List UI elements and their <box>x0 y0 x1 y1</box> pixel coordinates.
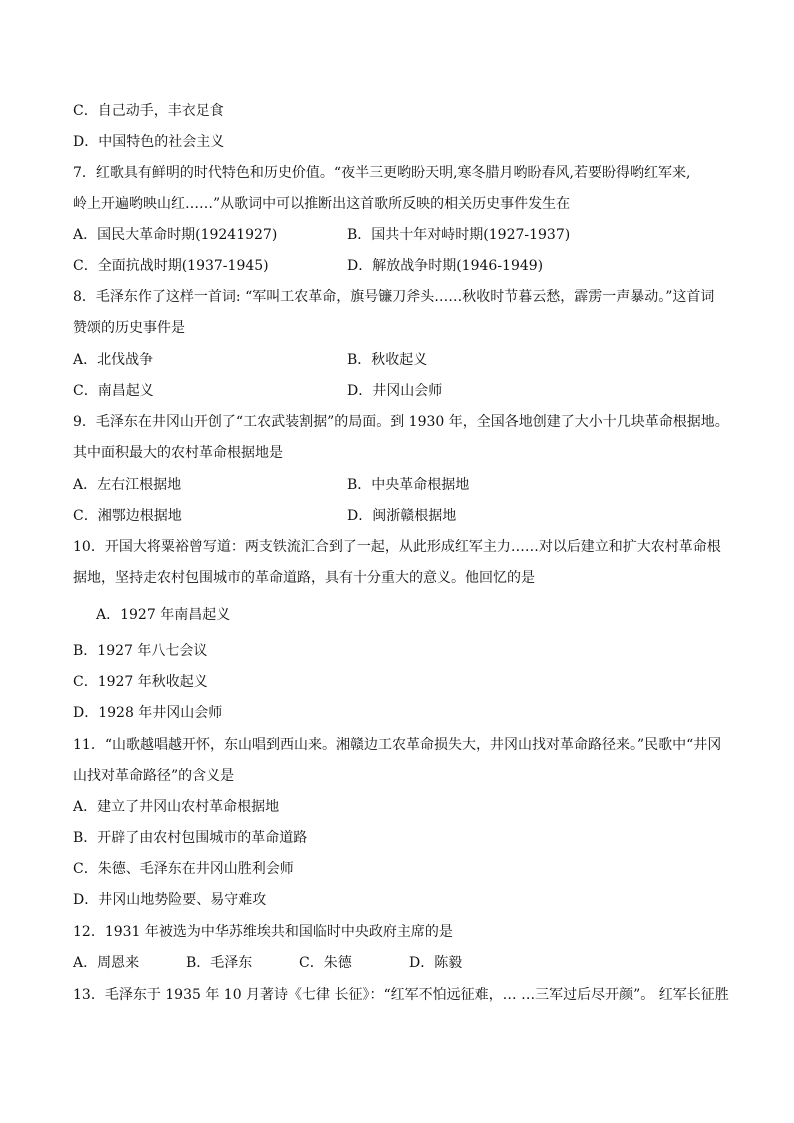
q7-options-row1 <box>73 225 571 245</box>
q8-options-row2 <box>73 381 443 401</box>
q9-stem-line1: 9．毛泽东在井冈山开创了“工农武装割据”的局面。到 1930 年，全国各地创建了大小十几块革命根据地。 <box>73 414 729 430</box>
q13-stem-line1: 13．毛泽东于 1935 年 10 月著诗《七律 长征》：“红军不怕远征难，… …三军过后尽开颜”。 红军长征胜 <box>73 987 729 1003</box>
q11-stem-line2: 山找对革命路径”的含义是 <box>73 768 235 784</box>
q8-option-b: B．秋收起义 <box>347 352 428 368</box>
q7-stem-line2: 岭上开遍哟映山红……”从歌词中可以推断出这首歌所反映的相关历史事件发生在 <box>73 196 571 212</box>
q8-option-d: D．井冈山会师 <box>347 383 443 399</box>
q12-option-a: A．周恩来 <box>73 955 140 971</box>
q7-option-a: A．国民大革命时期(19241927) <box>73 227 278 243</box>
q11-option-c: C．朱德、毛泽东在井冈山胜利会师 <box>73 861 294 877</box>
q10-option-b: B．1927 年八七会议 <box>73 643 208 659</box>
q7-options-row2 <box>73 256 544 276</box>
q10-stem-line2: 据地，坚持走农村包围城市的革命道路，具有十分重大的意义。他回忆的是 <box>73 570 535 586</box>
q8-stem-line1: 8．毛泽东作了这样一首词: “军叫工农革命，旗号镰刀斧头……秋收时节暮云愁，霹雳一声暴动。”这首词 <box>73 289 715 305</box>
q12-options-row <box>73 953 462 973</box>
q8-option-a: A．北伐战争 <box>73 352 154 368</box>
q11-option-b: B．开辟了由农村包围城市的革命道路 <box>73 830 308 846</box>
q10-option-d: D．1928 年井冈山会师 <box>73 705 223 721</box>
q6-option-d: D．中国特色的社会主义 <box>73 134 225 150</box>
q10-option-c: C．1927 年秋收起义 <box>73 674 208 690</box>
q12-option-d: D．陈毅 <box>409 955 463 971</box>
q12-option-b: B．毛泽东 <box>186 955 253 971</box>
q7-option-c: C．全面抗战时期(1937-1945) <box>73 258 269 274</box>
q7-option-b: B．国共十年对峙时期(1927-1937) <box>347 227 571 243</box>
q8-stem-line2: 赞颂的历史事件是 <box>73 320 185 336</box>
q12-stem: 12．1931 年被选为中华苏维埃共和国临时中央政府主席的是 <box>73 924 453 940</box>
q11-stem-line1: 11．“山歌越唱越开怀，东山唱到西山来。湘赣边工农革命损失大，井冈山找对革命路径来。”民歌中“井冈 <box>73 737 722 753</box>
q10-stem-line1: 10．开国大将粟裕曾写道：两支铁流汇合到了一起，从此形成红军主力……对以后建立和扩大农村革命根 <box>73 539 721 555</box>
q9-options-row1 <box>73 475 470 495</box>
q9-stem-line2: 其中面积最大的农村革命根据地是 <box>73 445 283 461</box>
q9-options-row2 <box>73 506 457 526</box>
q9-option-a: A．左右江根据地 <box>73 477 182 493</box>
q9-option-d: D．闽浙赣根据地 <box>347 508 457 524</box>
q7-stem-line1: 7．红歌具有鲜明的时代特色和历史价值。“夜半三更哟盼天明,寒冬腊月哟盼春风,若要盼得哟红军来, <box>73 165 691 181</box>
q12-option-c: C．朱德 <box>299 955 352 971</box>
q8-option-c: C．南昌起义 <box>73 383 154 399</box>
q6-option-c: C．自己动手，丰衣足食 <box>73 103 224 119</box>
q10-option-a: A．1927 年南昌起义 <box>96 607 231 623</box>
q8-options-row1 <box>73 350 428 370</box>
q11-option-a: A．建立了井冈山农村革命根据地 <box>73 799 280 815</box>
q9-option-c: C．湘鄂边根据地 <box>73 508 182 524</box>
q7-option-d: D．解放战争时期(1946-1949) <box>347 258 544 274</box>
q11-option-d: D．井冈山地势险要、易守难攻 <box>73 892 267 908</box>
q9-option-b: B．中央革命根据地 <box>347 477 470 493</box>
